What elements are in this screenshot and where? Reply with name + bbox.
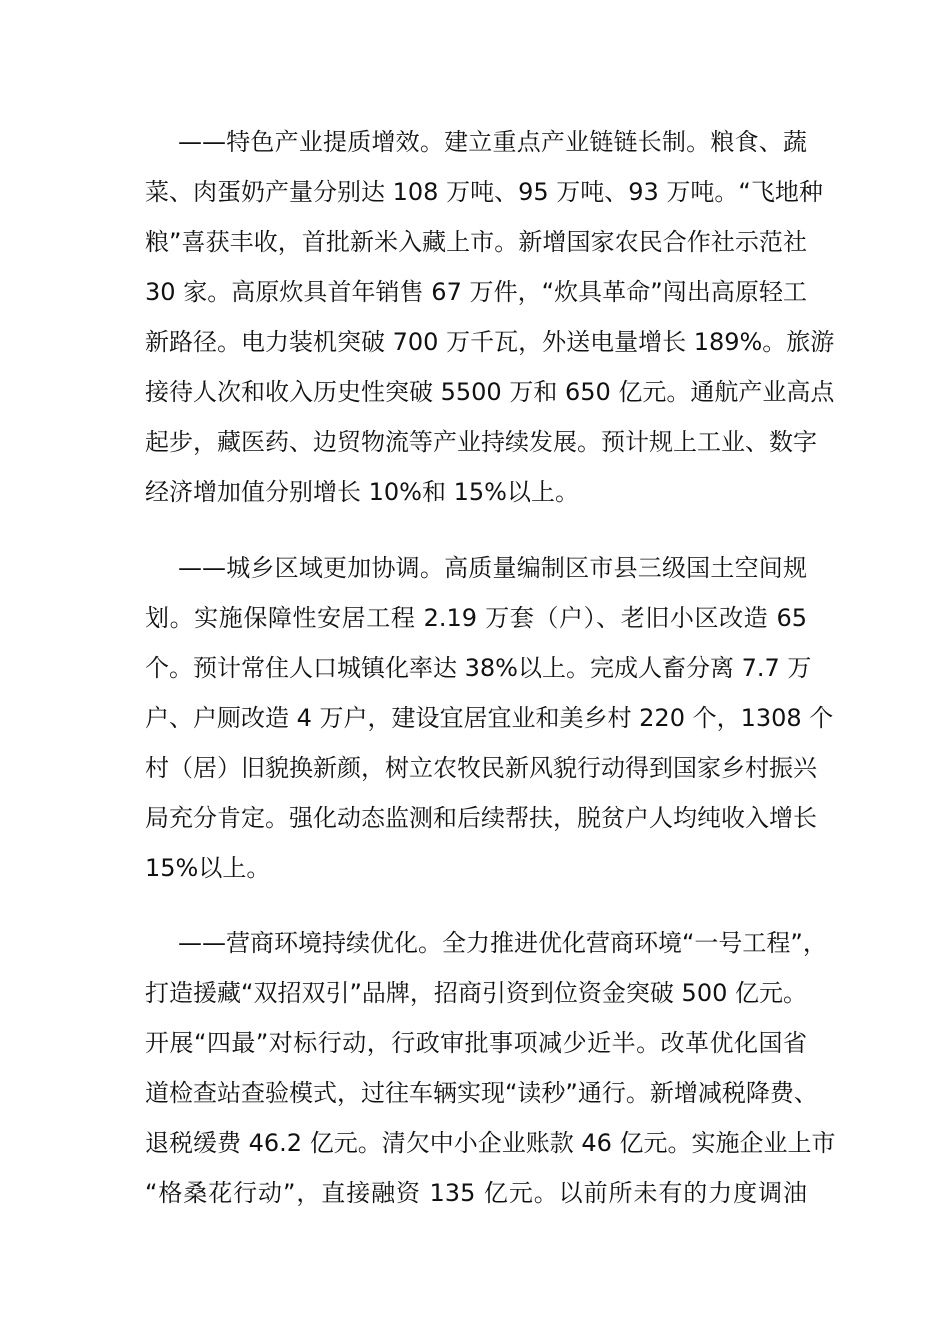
text-line: 开展“四最”对标行动，行政审批事项减少近半。改革优化国省 [145,1029,807,1057]
text-line: ——特色产业提质增效。建立重点产业链链长制。粮食、蔬 [178,128,807,156]
text-line: ——营商环境持续优化。全力推进优化营商环境“一号工程”， [178,929,827,957]
text-line: 新路径。电力装机突破 700 万千瓦，外送电量增长 189%。旅游 [145,328,835,356]
text-line: ——城乡区域更加协调。高质量编制区市县三级国土空间规 [178,554,807,582]
text-line: 起步，藏医药、边贸物流等产业持续发展。预计规上工业、数字 [145,428,817,456]
text-line: 菜、肉蛋奶产量分别达 108 万吨、95 万吨、93 万吨。“飞地种 [145,178,823,206]
text-line: 粮”喜获丰收，首批新米入藏上市。新增国家农民合作社示范社 [145,228,807,256]
text-line: 15%以上。 [145,854,271,882]
text-line: 划。实施保障性安居工程 2.19 万套（户）、老旧小区改造 65 [145,604,807,632]
text-line: 局充分肯定。强化动态监测和后续帮扶，脱贫户人均纯收入增长 [145,804,817,832]
text-line: 30 家。高原炊具首年销售 67 万件，“炊具革命”闯出高原轻工 [145,278,807,306]
text-line: 村（居）旧貌换新颜，树立农牧民新风貌行动得到国家乡村振兴 [145,754,817,782]
text-line: 道检查站查验模式，过往车辆实现“读秒”通行。新增减税降费、 [145,1079,818,1107]
text-line: 接待人次和收入历史性突破 5500 万和 650 亿元。通航产业高点 [145,378,835,406]
text-line: 退税缓费 46.2 亿元。清欠中小企业账款 46 亿元。实施企业上市 [145,1129,836,1157]
text-line: 打造援藏“双招双引”品牌，招商引资到位资金突破 500 亿元。 [145,979,807,1007]
text-line: 经济增加值分别增长 10%和 15%以上。 [145,478,579,506]
text-line: “格桑花行动”，直接融资 135 亿元。以前所未有的力度调油 [145,1179,807,1207]
text-line: 个。预计常住人口城镇化率达 38%以上。完成人畜分离 7.7 万 [145,654,812,682]
text-line: 户、户厕改造 4 万户，建设宜居宜业和美乡村 220 个，1308 个 [145,704,834,732]
